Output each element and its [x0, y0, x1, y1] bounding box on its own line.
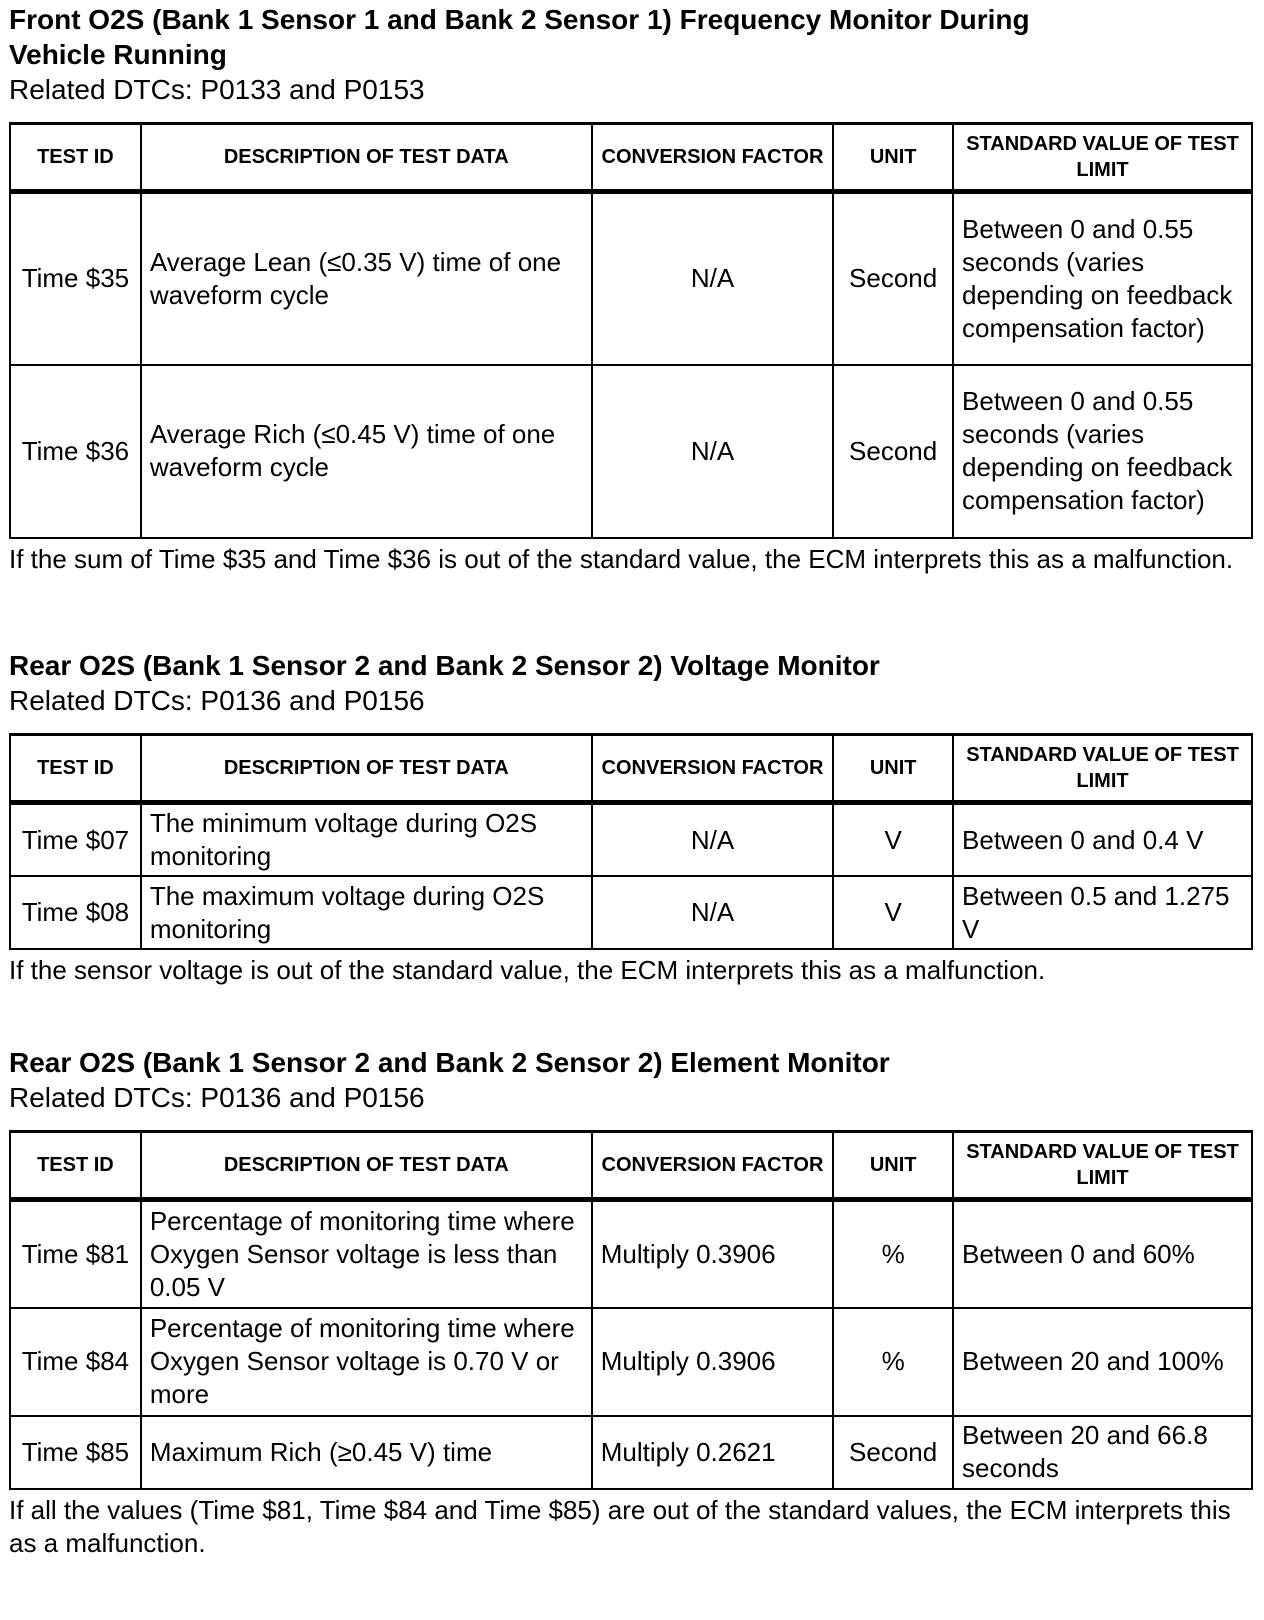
- cell-conversion: N/A: [592, 365, 834, 538]
- cell-unit: %: [833, 1200, 953, 1308]
- cell-description: Percentage of monitoring time where Oxygen Sensor voltage is 0.70 V or more: [141, 1308, 592, 1416]
- table-note: If the sensor voltage is out of the standard value, the ECM interprets this as a malfunction.: [9, 955, 1046, 985]
- cell-standard: Between 20 and 100%: [953, 1308, 1252, 1416]
- test-data-table: [9, 733, 1253, 950]
- header-conversion: CONVERSION FACTOR: [592, 735, 834, 803]
- section-title: Rear O2S (Bank 1 Sensor 2 and Bank 2 Sensor 2) Voltage Monitor: [9, 650, 880, 681]
- cell-test-id: Time $07: [10, 803, 141, 877]
- table-header-row: [10, 735, 1252, 803]
- cell-standard: Between 0 and 60%: [953, 1200, 1252, 1308]
- cell-standard: Between 0 and 0.55 seconds (varies depending on feedback compensation factor): [953, 192, 1252, 365]
- cell-conversion: Multiply 0.3906: [592, 1308, 834, 1416]
- cell-unit: V: [833, 803, 953, 877]
- header-standard: STANDARD VALUE OF TEST LIMIT: [953, 735, 1252, 803]
- related-dtcs: Related DTCs: P0133 and P0153: [9, 74, 425, 105]
- cell-unit: %: [833, 1308, 953, 1416]
- cell-standard: Between 0.5 and 1.275 V: [953, 876, 1252, 949]
- cell-description: Average Lean (≤0.35 V) time of one waveform cycle: [141, 192, 592, 365]
- test-data-table: [9, 1130, 1253, 1490]
- cell-test-id: Time $08: [10, 876, 141, 949]
- section-rear-o2s-voltage: [9, 648, 1254, 987]
- header-test-id: TEST ID: [10, 735, 141, 803]
- header-unit: UNIT: [833, 1132, 953, 1200]
- section-front-o2s-frequency: [9, 2, 1254, 576]
- cell-conversion: N/A: [592, 192, 834, 365]
- cell-description: Average Rich (≤0.45 V) time of one waveform cycle: [141, 365, 592, 538]
- cell-test-id: Time $84: [10, 1308, 141, 1416]
- table-row: [10, 1200, 1252, 1308]
- cell-conversion: N/A: [592, 803, 834, 877]
- cell-conversion: N/A: [592, 876, 834, 949]
- cell-description: Percentage of monitoring time where Oxygen Sensor voltage is less than 0.05 V: [141, 1200, 592, 1308]
- cell-standard: Between 0 and 0.4 V: [953, 803, 1252, 877]
- table-row: [10, 803, 1252, 877]
- cell-description: Maximum Rich (≥0.45 V) time: [141, 1416, 592, 1489]
- table-header-row: [10, 124, 1252, 192]
- cell-unit: Second: [833, 365, 953, 538]
- header-standard: STANDARD VALUE OF TEST LIMIT: [953, 124, 1252, 192]
- cell-standard: Between 20 and 66.8 seconds: [953, 1416, 1252, 1489]
- header-conversion: CONVERSION FACTOR: [592, 124, 834, 192]
- table-row: [10, 1416, 1252, 1489]
- cell-unit: Second: [833, 1416, 953, 1489]
- section-title: Rear O2S (Bank 1 Sensor 2 and Bank 2 Sensor 2) Element Monitor: [9, 1047, 890, 1078]
- test-data-table: [9, 122, 1253, 539]
- cell-conversion: Multiply 0.2621: [592, 1416, 834, 1489]
- table-note: If the sum of Time $35 and Time $36 is out of the standard value, the ECM interprets this as a malfunction.: [9, 543, 1234, 574]
- cell-description: The maximum voltage during O2S monitoring: [141, 876, 592, 949]
- cell-test-id: Time $85: [10, 1416, 141, 1489]
- header-conversion: CONVERSION FACTOR: [592, 1132, 834, 1200]
- section-title: Front O2S (Bank 1 Sensor 1 and Bank 2 Sensor 1) Frequency Monitor During Vehicle Running: [9, 4, 1030, 70]
- table-row: [10, 1308, 1252, 1416]
- table-row: [10, 365, 1252, 538]
- cell-description: The minimum voltage during O2S monitoring: [141, 803, 592, 877]
- cell-conversion: Multiply 0.3906: [592, 1200, 834, 1308]
- header-test-id: TEST ID: [10, 124, 141, 192]
- cell-unit: Second: [833, 192, 953, 365]
- table-row: [10, 192, 1252, 365]
- section-rear-o2s-element: [9, 1045, 1254, 1560]
- table-note: If all the values (Time $81, Time $84 and Time $85) are out of the standard values, the ECM interprets this as a malfunction.: [9, 1494, 1231, 1558]
- cell-test-id: Time $35: [10, 192, 141, 365]
- cell-standard: Between 0 and 0.55 seconds (varies depending on feedback compensation factor): [953, 365, 1252, 538]
- header-description: DESCRIPTION OF TEST DATA: [141, 1132, 592, 1200]
- cell-unit: V: [833, 876, 953, 949]
- table-header-row: [10, 1132, 1252, 1200]
- related-dtcs: Related DTCs: P0136 and P0156: [9, 1082, 425, 1113]
- header-test-id: TEST ID: [10, 1132, 141, 1200]
- related-dtcs: Related DTCs: P0136 and P0156: [9, 685, 425, 716]
- header-unit: UNIT: [833, 124, 953, 192]
- header-unit: UNIT: [833, 735, 953, 803]
- header-description: DESCRIPTION OF TEST DATA: [141, 735, 592, 803]
- table-row: [10, 876, 1252, 949]
- cell-test-id: Time $36: [10, 365, 141, 538]
- cell-test-id: Time $81: [10, 1200, 141, 1308]
- header-standard: STANDARD VALUE OF TEST LIMIT: [953, 1132, 1252, 1200]
- header-description: DESCRIPTION OF TEST DATA: [141, 124, 592, 192]
